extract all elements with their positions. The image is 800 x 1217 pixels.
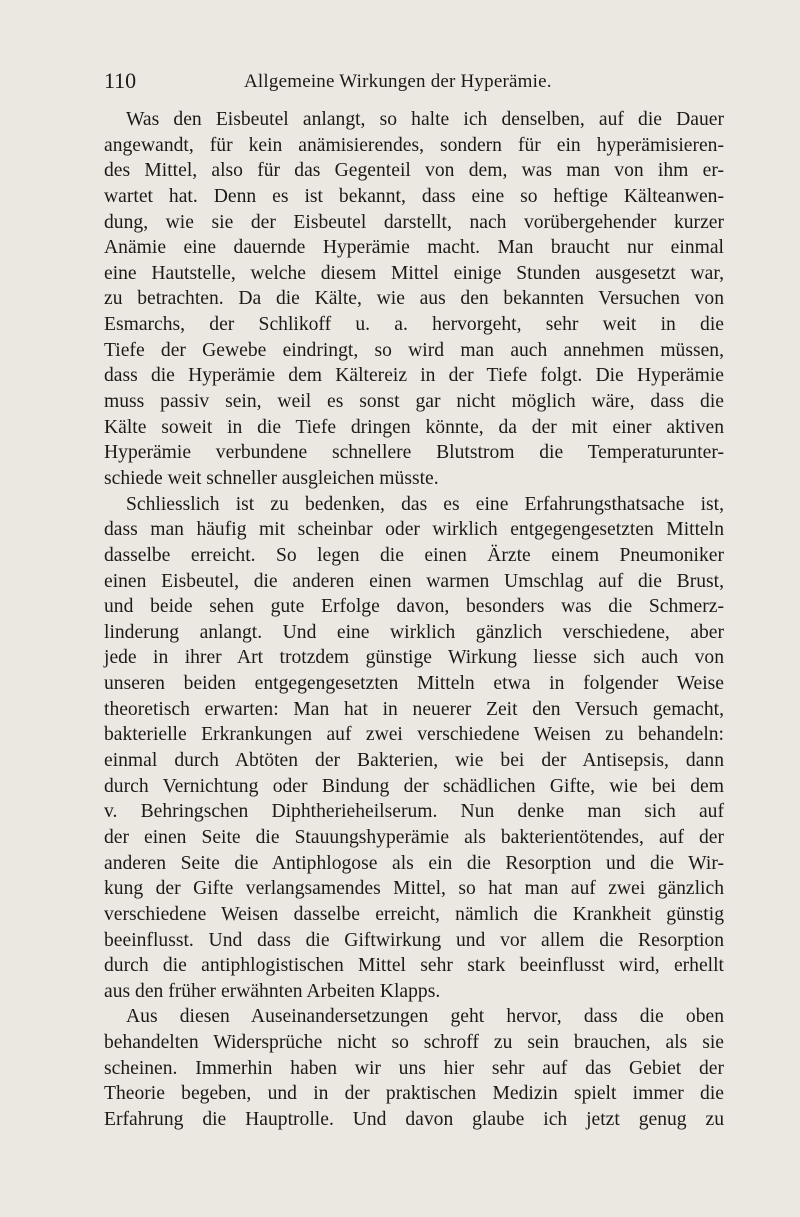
text-line: durch Vernichtung oder Bindung der schädlichen Gifte, wie bei dem — [104, 775, 724, 797]
text-line: eine Hautstelle, welche diesem Mittel einige Stunden ausgesetzt war, — [104, 262, 724, 284]
text-line: Was den Eisbeutel anlangt, so halte ich denselben, auf die Dauer — [126, 109, 724, 130]
text-line: anderen Seite die Antiphlogose als ein die Resorption und die Wir- — [104, 852, 724, 874]
text-line: Kälte soweit in die Tiefe dringen könnte, da der mit einer aktiven — [104, 416, 724, 438]
text-line: schiede weit schneller ausgleichen müsste. — [104, 467, 439, 489]
text-line: jede in ihrer Art trotzdem günstige Wirkung liesse sich auch von — [104, 647, 724, 669]
text-line: zu betrachten. Da die Kälte, wie aus den bekannten Versuchen von — [104, 288, 724, 310]
text-line: Theorie begeben, und in der praktischen Medizin spielt immer die — [104, 1083, 724, 1105]
text-line: kung der Gifte verlangsamendes Mittel, so hat man auf zwei gänzlich — [104, 878, 724, 900]
body-text — [104, 107, 724, 1133]
text-line: beeinflusst. Und dass die Giftwirkung und vor allem die Resorption — [104, 929, 724, 951]
text-line: Erfahrung die Hauptrolle. Und davon glaube ich jetzt genug zu — [104, 1108, 724, 1130]
text-line: dung, wie sie der Eisbeutel darstellt, nach vorübergehender kurzer — [104, 211, 724, 233]
text-line: wartet hat. Denn es ist bekannt, dass eine so heftige Kälteanwen- — [104, 185, 724, 207]
text-line: der einen Seite die Stauungshyperämie als bakterientötendes, auf der — [104, 826, 724, 848]
text-line: scheinen. Immerhin haben wir uns hier sehr auf das Gebiet der — [104, 1057, 724, 1079]
text-line: verschiedene Weisen dasselbe erreicht, nämlich die Krankheit günstig — [104, 903, 724, 925]
text-line: durch die antiphlogistischen Mittel sehr stark beeinflusst wird, erhellt — [104, 955, 724, 977]
text-line: v. Behringschen Diphtherieheilserum. Nun denke man sich auf — [104, 801, 724, 823]
text-line: Hyperämie verbundene schnellere Blutstrom die Temperaturunter- — [104, 442, 724, 464]
text-line: Aus diesen Auseinandersetzungen geht hervor, dass die oben — [126, 1006, 724, 1028]
text-line: unseren beiden entgegengesetzten Mitteln etwa in folgender Weise — [104, 673, 724, 695]
text-line: theoretisch erwarten: Man hat in neuerer Zeit den Versuch gemacht, — [104, 698, 724, 720]
text-line: dasselbe erreicht. So legen die einen Ärzte einem Pneumoniker — [104, 544, 724, 566]
running-head: Allgemeine Wirkungen der Hyperämie. — [244, 71, 552, 92]
text-line: des Mittel, also für das Gegenteil von dem, was man von ihm er- — [104, 160, 724, 182]
text-line: angewandt, für kein anämisierendes, sondern für ein hyperämisieren- — [104, 134, 724, 156]
text-line: linderung anlangt. Und eine wirklich gänzlich verschiedene, aber — [104, 621, 724, 643]
text-line: muss passiv sein, weil es sonst gar nicht möglich wäre, dass die — [104, 391, 724, 413]
text-line: behandelten Widersprüche nicht so schroff zu sein brauchen, als sie — [104, 1032, 724, 1054]
text-line: und beide sehen gute Erfolge davon, besonders was die Schmerz- — [104, 596, 724, 618]
text-line: Anämie eine dauernde Hyperämie macht. Man braucht nur einmal — [104, 237, 724, 259]
text-line: Esmarchs, der Schlikoff u. a. hervorgeht, sehr weit in die — [104, 314, 724, 336]
page-number: 110 — [104, 68, 137, 93]
text-line: bakterielle Erkrankungen auf zwei verschiedene Weisen zu behandeln: — [104, 724, 724, 746]
text-line: einmal durch Abtöten der Bakterien, wie bei der Antisepsis, dann — [104, 750, 724, 772]
text-line: einen Eisbeutel, die anderen einen warmen Umschlag auf die Brust, — [104, 570, 724, 592]
page-header — [104, 66, 724, 96]
text-line: Schliesslich ist zu bedenken, das es eine Erfahrungsthatsache ist, — [126, 493, 724, 515]
text-line: Tiefe der Gewebe eindringt, so wird man auch annehmen müssen, — [104, 339, 724, 361]
text-line: aus den früher erwähnten Arbeiten Klapps. — [104, 980, 441, 1002]
text-line: dass die Hyperämie dem Kältereiz in der Tiefe folgt. Die Hyperämie — [104, 365, 724, 387]
text-line: dass man häufig mit scheinbar oder wirklich entgegengesetzten Mitteln — [104, 519, 724, 541]
